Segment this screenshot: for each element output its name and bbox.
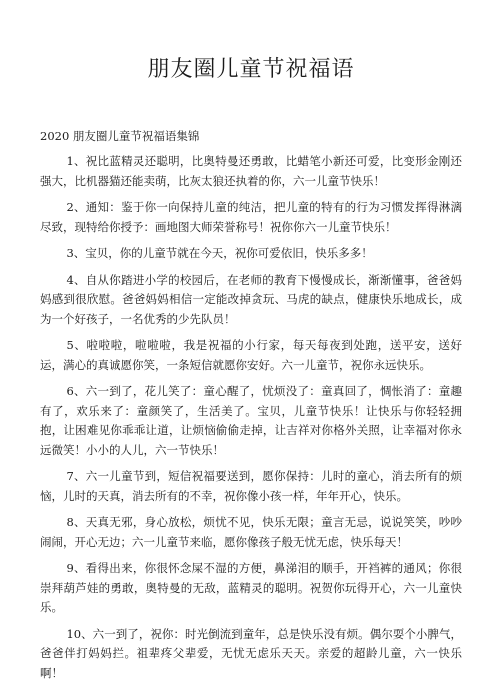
list-item: 2、通知：鉴于你一向保持儿童的纯洁，把儿童的特有的行为习惯发挥得淋漓尽致，现特给你授予：画地图大师荣誉称号！祝你你六一儿童节快乐！: [40, 198, 462, 237]
list-item: 9、看得出来，你很怀念屎不湿的方便，鼻涕泪的顺手，开裆裤的通风；你很崇拜葫芦娃的勇敢，奥特曼的无敌，蓝精灵的聪明。祝贺你玩得开心，六一儿童快乐。: [40, 559, 462, 618]
list-item: 10、六一到了，祝你：时光倒流到童年，总是快乐没有烦。偶尔耍个小脾气，爸爸伴打妈妈拦。祖辈疼父辈爱，无忧无虑乐天天。亲爱的超龄儿童，六一快乐啊！: [40, 625, 462, 683]
blessing-list: [40, 152, 462, 683]
section-heading: 2020 朋友圈儿童节祝福语集锦: [40, 128, 462, 144]
list-item: 4、自从你踏进小学的校园后，在老师的教育下慢慢成长，渐渐懂事，爸爸妈妈感到很欣慰。爸爸妈妈相信一定能改掉贪玩、马虎的缺点，健康快乐地成长，成为一个好孩子，一名优秀的少先队员！: [40, 271, 462, 330]
list-item: 6、六一到了，花儿笑了：童心醒了，忧烦没了：童真回了，惆怅消了：童趣有了，欢乐来了：童颜笑了，生活美了。宝贝，儿童节快乐！让快乐与你轻轻拥抱，让困难见你乖乖让道，让烦恼偷偷走掉，让吉祥对你格外关照，让幸福对你永远微笑！小小的人儿，六一节快乐！: [40, 382, 462, 460]
list-item: 3、宝贝，你的儿童节就在今天，祝你可爱依旧，快乐多多！: [40, 244, 462, 264]
list-item: 7、六一儿童节到，短信祝福要送到，愿你保持：儿时的童心，消去所有的烦恼，儿时的天真，消去所有的不幸，祝你像小孩一样，年年开心，快乐。: [40, 467, 462, 506]
list-item: 8、天真无邪，身心放松，烦忧不见，快乐无限；童言无忌，说说笑笑，吵吵闹闹，开心无边；六一儿童节来临，愿你像孩子般无忧无虑，快乐每天！: [40, 513, 462, 552]
list-item: 5、啦啦啦，啦啦啦，我是祝福的小行家，每天每夜到处跑，送平安，送好运，满心的真诚愿你笑，一条短信就愿你安好。六一儿童节，祝你永远快乐。: [40, 336, 462, 375]
list-item: 1、祝比蓝精灵还聪明，比奥特曼还勇敢，比蜡笔小新还可爱，比变形金刚还强大，比机器猫还能卖萌，比灰太狼还执着的你，六一儿童节快乐！: [40, 152, 462, 191]
page-title: 朋友圈儿童节祝福语: [40, 0, 462, 90]
